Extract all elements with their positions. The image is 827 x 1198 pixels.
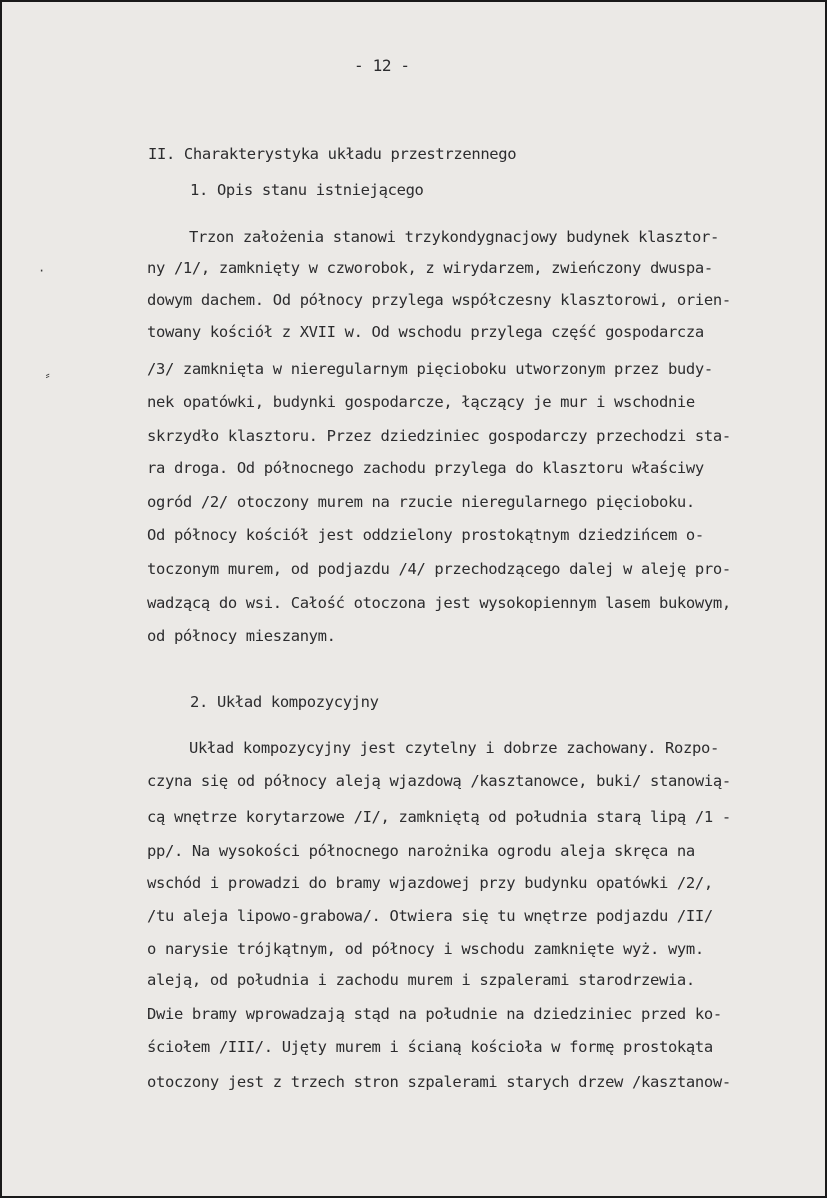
text-line: ra droga. Od północnego zachodu przylega do klasztoru właściwy <box>147 459 704 477</box>
text-line: toczonym murem, od podjazdu /4/ przechodzącego dalej w aleję pro- <box>147 560 731 578</box>
text-line: pp/. Na wysokości północnego narożnika ogrodu aleja skręca na <box>147 842 695 860</box>
text-line: aleją, od południa i zachodu murem i szpalerami starodrzewia. <box>147 971 695 989</box>
text-line: ny /1/, zamknięty w czworobok, z wirydarzem, zwieńczony dwuspa- <box>147 259 713 277</box>
text-line: dowym dachem. Od północy przylega współczesny klasztorowi, orien- <box>147 291 731 309</box>
text-line: Od północy kościół jest oddzielony prostokątnym dziedzińcem o- <box>147 526 704 544</box>
text-line: Dwie bramy wprowadzają stąd na południe na dziedziniec przed ko- <box>147 1005 722 1023</box>
text-line: towany kościół z XVII w. Od wschodu przylega część gospodarcza <box>147 323 704 341</box>
scan-speck: ⸗ <box>44 368 52 382</box>
page-number: - 12 - <box>354 56 410 75</box>
section-heading: II. Charakterystyka układu przestrzennego <box>148 145 517 163</box>
subsection-1-heading: 1. Opis stanu istniejącego <box>190 181 424 199</box>
text-line: wadzącą do wsi. Całość otoczona jest wysokopiennym lasem bukowym, <box>147 594 731 612</box>
text-line: otoczony jest z trzech stron szpalerami starych drzew /kasztanow- <box>147 1073 731 1091</box>
text-line: ogród /2/ otoczony murem na rzucie nieregularnego pięcioboku. <box>147 493 695 511</box>
text-line: ściołem /III/. Ujęty murem i ścianą kościoła w formę prostokąta <box>147 1038 713 1056</box>
text-line: Układ kompozycyjny jest czytelny i dobrze zachowany. Rozpo- <box>189 739 719 757</box>
text-line: /3/ zamknięta w nieregularnym pięcioboku utworzonym przez budy- <box>147 360 713 378</box>
text-line: czyna się od północy aleją wjazdową /kasztanowce, buki/ stanowią- <box>147 772 731 790</box>
subsection-2-heading: 2. Układ kompozycyjny <box>190 693 379 711</box>
text-line: nek opatówki, budynki gospodarcze, łączący je mur i wschodnie <box>147 393 695 411</box>
scan-speck: · <box>38 264 46 278</box>
text-line: skrzydło klasztoru. Przez dziedziniec gospodarczy przechodzi sta- <box>147 427 731 445</box>
text-line: wschód i prowadzi do bramy wjazdowej przy budynku opatówki /2/, <box>147 874 713 892</box>
text-line: o narysie trójkątnym, od północy i wschodu zamknięte wyż. wym. <box>147 940 704 958</box>
text-line: Trzon założenia stanowi trzykondygnacjowy budynek klasztor- <box>189 228 719 246</box>
text-line: od północy mieszanym. <box>147 627 336 645</box>
text-line: cą wnętrze korytarzowe /I/, zamkniętą od południa starą lipą /1 - <box>147 808 731 826</box>
text-line: /tu aleja lipowo-grabowa/. Otwiera się tu wnętrze podjazdu /II/ <box>147 907 713 925</box>
